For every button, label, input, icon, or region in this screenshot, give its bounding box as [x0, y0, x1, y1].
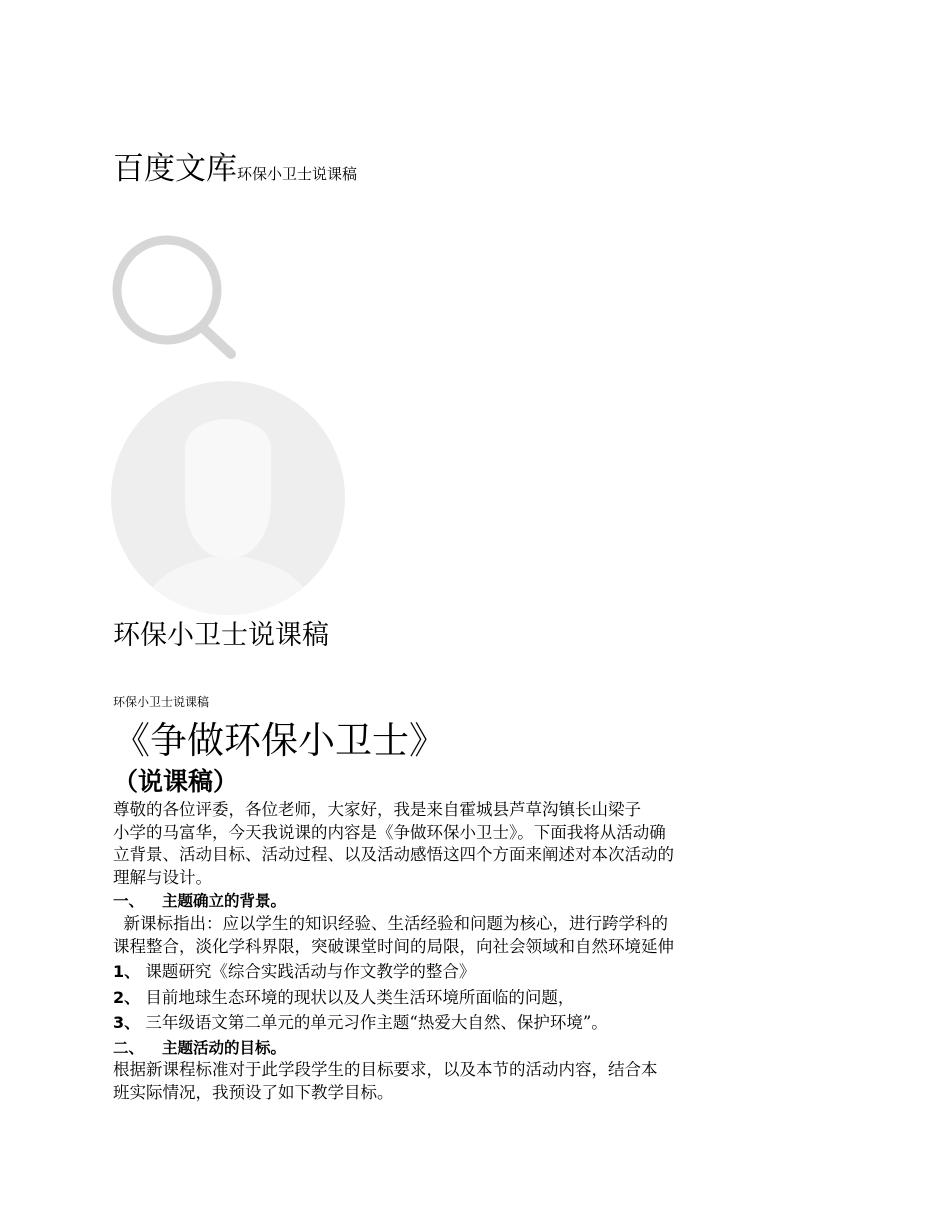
section-number: 一、 — [113, 892, 145, 910]
paragraph-line: 班实际情况，我预设了如下教学目标。 — [113, 1082, 394, 1102]
header — [113, 151, 358, 187]
intro-paragraph — [113, 799, 753, 889]
list-number: 1 — [113, 962, 125, 981]
paragraph-line: 立背景、活动目标、活动过程、以及活动感悟这四个方面来阐述对本次活动的 — [113, 845, 674, 864]
list-item — [113, 960, 475, 984]
list-separator: 、 — [124, 988, 141, 1007]
header-doc-title: 环保小卫士说课稿 — [237, 165, 358, 183]
list-number: 2 — [113, 988, 125, 1007]
document-subtitle: 环保小卫士说课稿 — [113, 695, 210, 709]
paragraph-line: 新课标指出：应以学生的知识经验、生活经验和问题为核心，进行跨学科的 — [113, 914, 668, 933]
avatar — [111, 381, 345, 615]
search-icon[interactable] — [108, 232, 240, 364]
section-title: 主题活动的目标。 — [162, 1039, 287, 1057]
section-number: 二、 — [113, 1039, 145, 1057]
paragraph-line: 课程整合，淡化学科界限，突破课堂时间的局限，向社会领域和自然环境延伸 — [113, 936, 674, 956]
list-separator: 、 — [124, 1013, 141, 1032]
list-text: 课题研究《综合实践活动与作文教学的整合》 — [145, 962, 476, 981]
list-item — [113, 1011, 608, 1035]
paragraph-line: 理解与设计。 — [113, 867, 212, 887]
paragraph-line: 尊敬的各位评委，各位老师，大家好，我是来自霍城县芦草沟镇长山梁子 — [113, 800, 641, 819]
list-text: 目前地球生态环境的现状以及人类生活环境所面临的问题， — [145, 988, 575, 1007]
list-separator: 、 — [124, 962, 141, 981]
paragraph-line: 小学的马富华，今天我说课的内容是《争做环保小卫士》。下面我将从活动确 — [113, 822, 666, 842]
section-title: 主题确立的背景。 — [162, 892, 287, 910]
list-item — [113, 986, 574, 1010]
brand-logo-text[interactable]: 百度文库 — [113, 151, 237, 187]
document-title: 《争做环保小卫士》 — [113, 719, 446, 762]
list-text: 三年级语文第二单元的单元习作主题“热爱大自然、保护环境”。 — [145, 1013, 608, 1032]
section-heading-2 — [113, 1037, 286, 1059]
section1-paragraph — [113, 913, 753, 958]
document-subtitle-bold: （说课稿） — [113, 767, 239, 796]
document-heading: 环保小卫士说课稿 — [113, 620, 329, 651]
section-heading-1 — [113, 890, 286, 912]
list-number: 3 — [113, 1013, 125, 1032]
section2-paragraph — [113, 1059, 753, 1104]
paragraph-line: 根据新课程标准对于此学段学生的目标要求，以及本节的活动内容，结合本 — [113, 1060, 658, 1079]
